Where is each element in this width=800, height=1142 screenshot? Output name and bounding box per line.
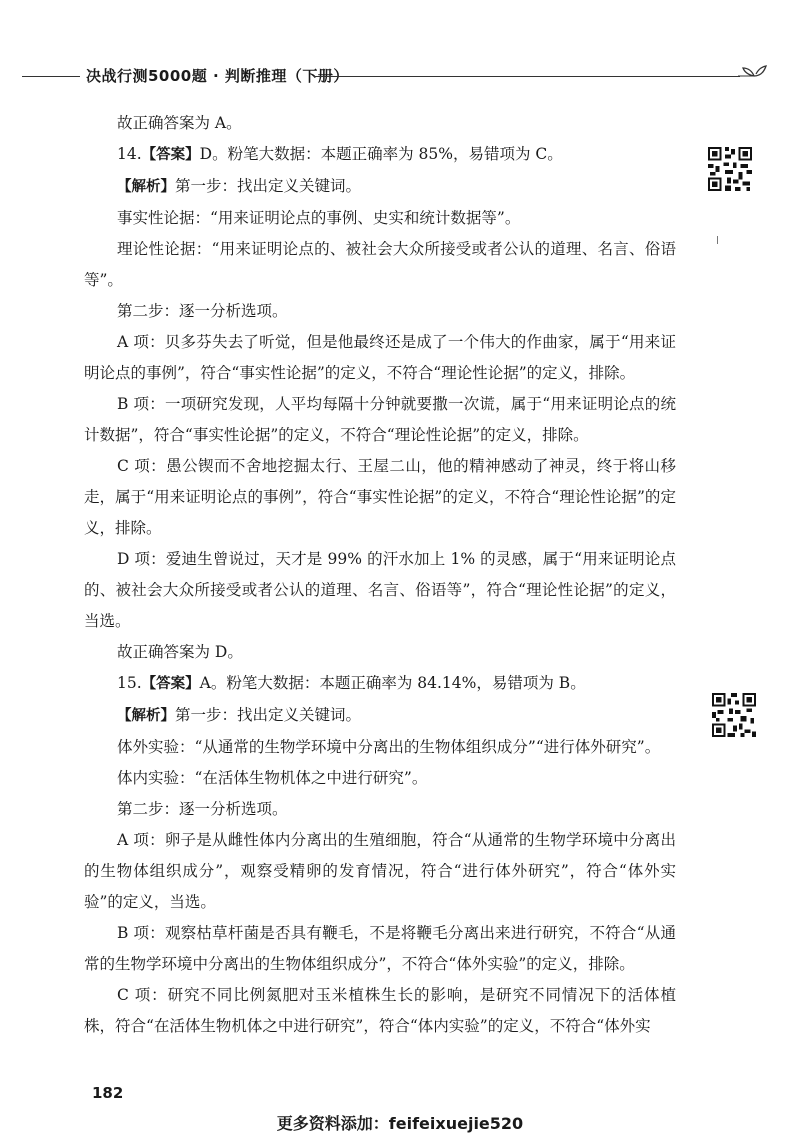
q14-number: 14.: [117, 145, 142, 163]
header-rule-right: [314, 76, 740, 77]
q14-conclusion: 故正确答案为 D。: [117, 643, 243, 661]
q15-option-c: C 项：研究不同比例氮肥对玉米植株生长的影响，是研究不同情况下的活体植株，符合“在活体生物机体之中进行研究”，符合“体内实验”的定义，不符合“体外实: [84, 986, 676, 1035]
running-header: [0, 62, 800, 92]
margin-mark: [717, 236, 718, 244]
q15-number: 15.: [117, 674, 142, 692]
q15-option-a: A 项：卵子是从雌性体内分离出的生殖细胞，符合“从通常的生物学环境中分离出的生物体组织成分”，观察受精卵的发育情况，符合“进行体外研究”，符合“体外实验”的定义，当选。: [84, 831, 676, 911]
q15-step1: 第一步：找出定义关键词。: [175, 706, 362, 724]
page-number: 182: [92, 1084, 124, 1102]
q14-step2: 第二步：逐一分析选项。: [117, 302, 288, 320]
header-rule-left: [22, 76, 80, 77]
answer-tag: 【答案】: [141, 676, 200, 692]
header-title: 决战行测5000题 · 判断推理（下册）: [86, 67, 349, 85]
q15-analysis-line: [84, 700, 676, 732]
qr-code-icon: [710, 691, 758, 739]
q14-answer-text: D。粉笔大数据：本题正确率为 85%，易错项为 C。: [199, 145, 563, 163]
q15-answer-text: A。粉笔大数据：本题正确率为 84.14%，易错项为 B。: [199, 674, 586, 692]
answer-tag: 【答案】: [141, 147, 200, 163]
q15-def2: 体内实验：“在活体生物机体之中进行研究”。: [117, 769, 428, 787]
q14-option-a: A 项：贝多芬失去了听觉，但是他最终还是成了一个伟大的作曲家，属于“用来证明论点的事例”，符合“事实性论据”的定义，不符合“理论性论据”的定义，排除。: [84, 333, 676, 382]
q15-step2: 第二步：逐一分析选项。: [117, 800, 288, 818]
q15-option-b: B 项：观察枯草杆菌是否具有鞭毛，不是将鞭毛分离出来进行研究，不符合“从通常的生物学环境中分离出的生物体组织成分”，不符合“体外实验”的定义，排除。: [84, 924, 676, 973]
page-body: [84, 108, 676, 1042]
q14-option-d: D 项：爱迪生曾说过，天才是 99% 的汗水加上 1% 的灵感，属于“用来证明论点的、被社会大众所接受或者公认的道理、名言、俗语等”，符合“理论性论据”的定义，当选。: [84, 550, 676, 630]
q14-answer-line: [84, 139, 676, 171]
q14-intro: 故正确答案为 A。: [117, 114, 242, 132]
q14-analysis-line: [84, 171, 676, 203]
q14-option-c: C 项：愚公锲而不舍地挖掘太行、王屋二山，他的精神感动了神灵，终于将山移走，属于“用来证明论点的事例”，符合“事实性论据”的定义，不符合“理论性论据”的定义，排除。: [84, 457, 676, 537]
q14-option-b: B 项：一项研究发现，人平均每隔十分钟就要撒一次谎，属于“用来证明论点的统计数据”，符合“事实性论据”的定义，不符合“理论性论据”的定义，排除。: [84, 395, 676, 444]
qr-code-icon: [706, 145, 754, 193]
sprout-icon: [734, 62, 770, 92]
q15-def1: 体外实验：“从通常的生物学环境中分离出的生物体组织成分”“进行体外研究”。: [117, 738, 661, 756]
analysis-tag: 【解析】: [117, 179, 175, 195]
q15-answer-line: [84, 668, 676, 700]
analysis-tag: 【解析】: [117, 708, 175, 724]
q14-def1: 事实性论据：“用来证明论点的事例、史实和统计数据等”。: [117, 209, 521, 227]
q14-def2: 理论性论据：“用来证明论点的、被社会大众所接受或者公认的道理、名言、俗语等”。: [84, 240, 676, 289]
footer-note: 更多资料添加：feifeixuejie520: [276, 1114, 524, 1133]
q14-step1: 第一步：找出定义关键词。: [175, 177, 362, 195]
